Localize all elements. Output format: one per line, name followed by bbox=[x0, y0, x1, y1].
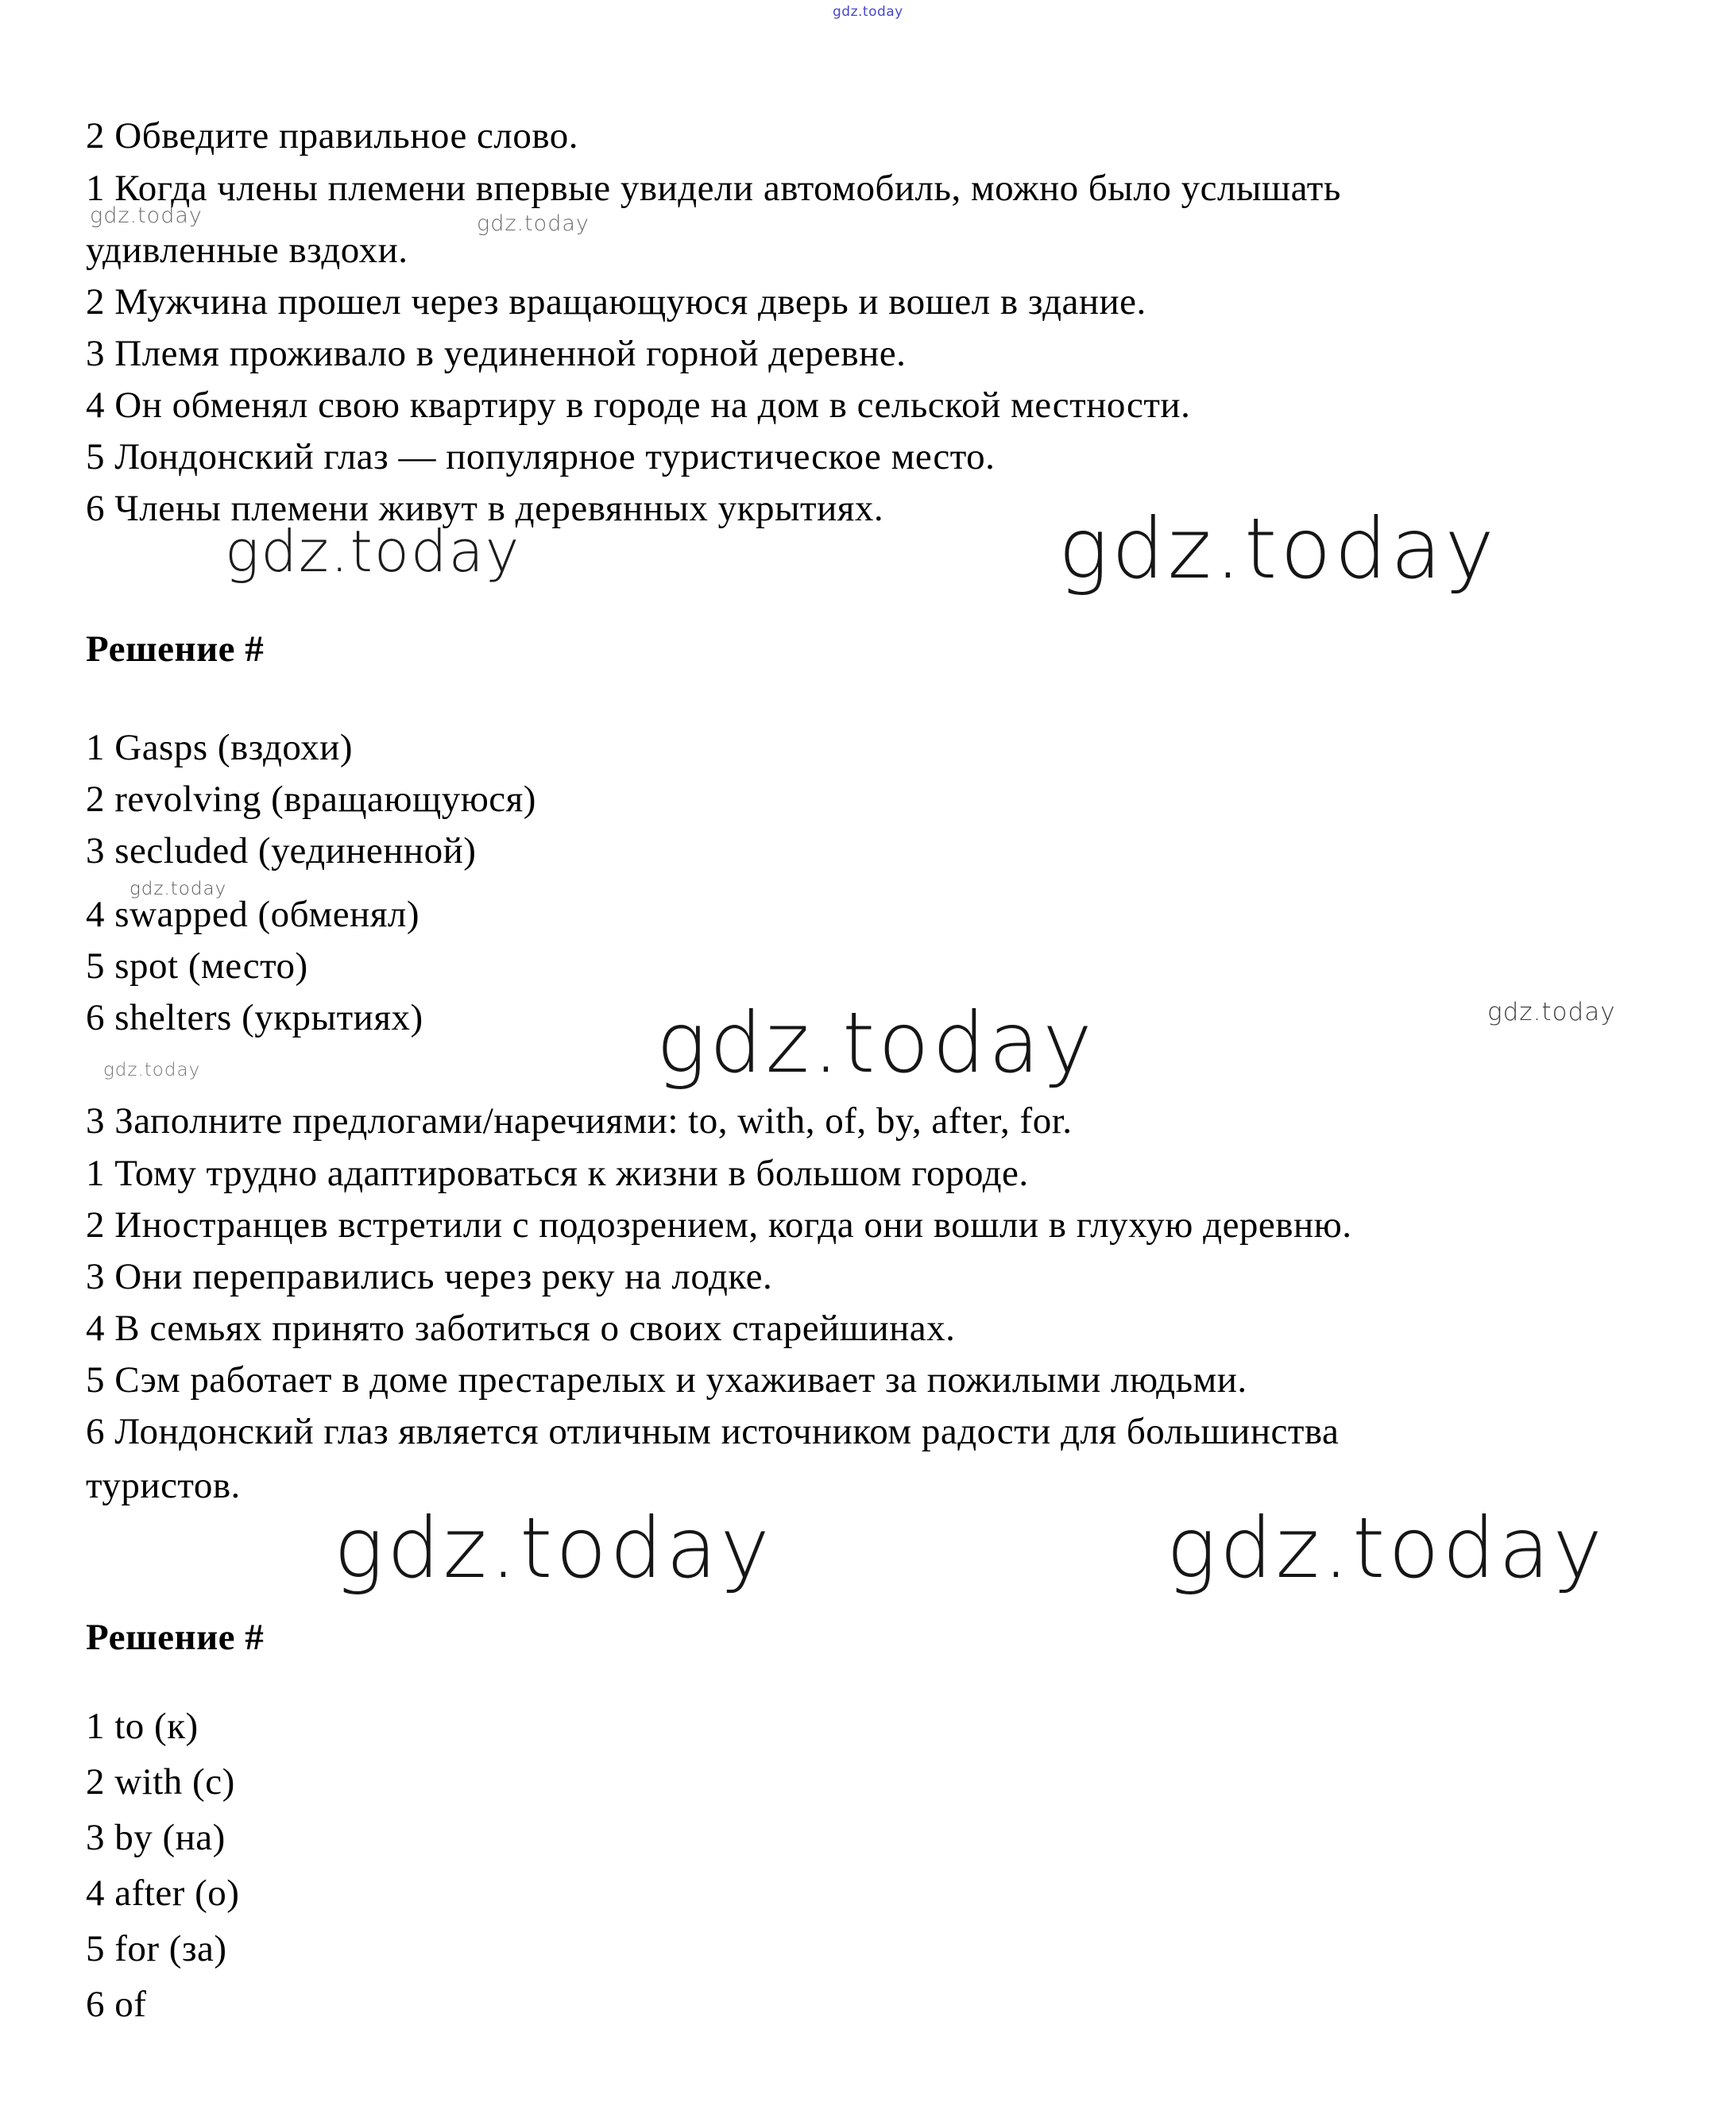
exercise3-sentence-4: 4 В семьях принято заботиться о своих старейшинах. bbox=[86, 1308, 956, 1349]
exercise2-answer-4: 4 swapped (обменял) bbox=[86, 894, 420, 935]
exercise3-sentence-3: 3 Они переправились через реку на лодке. bbox=[86, 1256, 773, 1297]
exercise3-sentence-6-wrap: туристов. bbox=[86, 1465, 241, 1506]
watermark-gdz-today-large-center: gdz.today bbox=[656, 995, 1096, 1092]
exercise3-answer-1: 1 to (к) bbox=[86, 1706, 199, 1747]
exercise3-answer-6: 6 of bbox=[86, 1984, 147, 2025]
exercise2-sentence-3: 3 Племя проживало в уединенной горной деревне. bbox=[86, 333, 907, 374]
exercise2-answer-5: 5 spot (место) bbox=[86, 945, 308, 987]
exercise2-solution-heading: Решение # bbox=[86, 628, 265, 670]
exercise3-sentence-2: 2 Иностранцев встретили с подозрением, когда они вошли в глухую деревню. bbox=[86, 1204, 1352, 1246]
watermark-gdz-today-paragraph-mid: gdz.today bbox=[477, 211, 590, 236]
watermark-gdz-today-small-right: gdz.today bbox=[1487, 998, 1616, 1026]
exercise3-sentence-5: 5 Сэм работает в доме престарелых и ухаживает за пожилыми людьми. bbox=[86, 1359, 1247, 1401]
exercise2-sentence-1: 1 Когда члены племени впервые увидели автомобиль, можно было услышать bbox=[86, 168, 1341, 209]
exercise2-sentence-5: 5 Лондонский глаз — популярное туристическое место. bbox=[86, 436, 996, 477]
exercise3-sentence-6: 6 Лондонский глаз является отличным источником радости для большинства bbox=[86, 1411, 1340, 1452]
exercise2-title: 2 Обведите правильное слово. bbox=[86, 115, 578, 157]
exercise3-solution-heading: Решение # bbox=[86, 1617, 265, 1658]
exercise2-sentence-6: 6 Члены племени живут в деревянных укрытиях. bbox=[86, 488, 884, 529]
exercise2-answer-1: 1 Gasps (вздохи) bbox=[86, 727, 353, 768]
exercise2-sentence-2: 2 Мужчина прошел через вращающуюся дверь и вошел в здание. bbox=[86, 281, 1146, 323]
exercise3-sentence-1: 1 Тому трудно адаптироваться к жизни в большом городе. bbox=[86, 1153, 1029, 1194]
exercise2-answer-3: 3 secluded (уединенной) bbox=[86, 830, 477, 871]
watermark-gdz-today-medium-left: gdz.today bbox=[225, 518, 521, 585]
exercise3-answer-4: 4 after (о) bbox=[86, 1872, 240, 1914]
exercise2-answer-2: 2 revolving (вращающуюся) bbox=[86, 779, 536, 820]
exercise2-answer-6: 6 shelters (укрытиях) bbox=[86, 997, 423, 1038]
exercise2-sentence-4: 4 Он обменял свою квартиру в городе на дом в сельской местности. bbox=[86, 385, 1191, 426]
watermark-gdz-today-large-right: gdz.today bbox=[1058, 500, 1498, 597]
watermark-gdz-today-small-left: gdz.today bbox=[103, 1060, 201, 1080]
watermark-gdz-today-small-answers: gdz.today bbox=[130, 879, 227, 899]
exercise3-answer-5: 5 for (за) bbox=[86, 1928, 227, 1969]
exercise3-answer-3: 3 by (на) bbox=[86, 1817, 226, 1858]
exercise3-answer-2: 2 with (с) bbox=[86, 1761, 235, 1803]
exercise3-title: 3 Заполните предлогами/наречиями: to, with, of, by, after, for. bbox=[86, 1100, 1073, 1142]
watermark-gdz-today-large-bottom-left: gdz.today bbox=[334, 1500, 773, 1597]
exercise2-sentence-1-wrap: удивленные вздохи. bbox=[86, 230, 408, 271]
watermark-gdz-today-top: gdz.today bbox=[833, 4, 903, 20]
watermark-gdz-today-paragraph-left: gdz.today bbox=[90, 203, 203, 228]
watermark-gdz-today-large-bottom-right: gdz.today bbox=[1166, 1500, 1606, 1597]
